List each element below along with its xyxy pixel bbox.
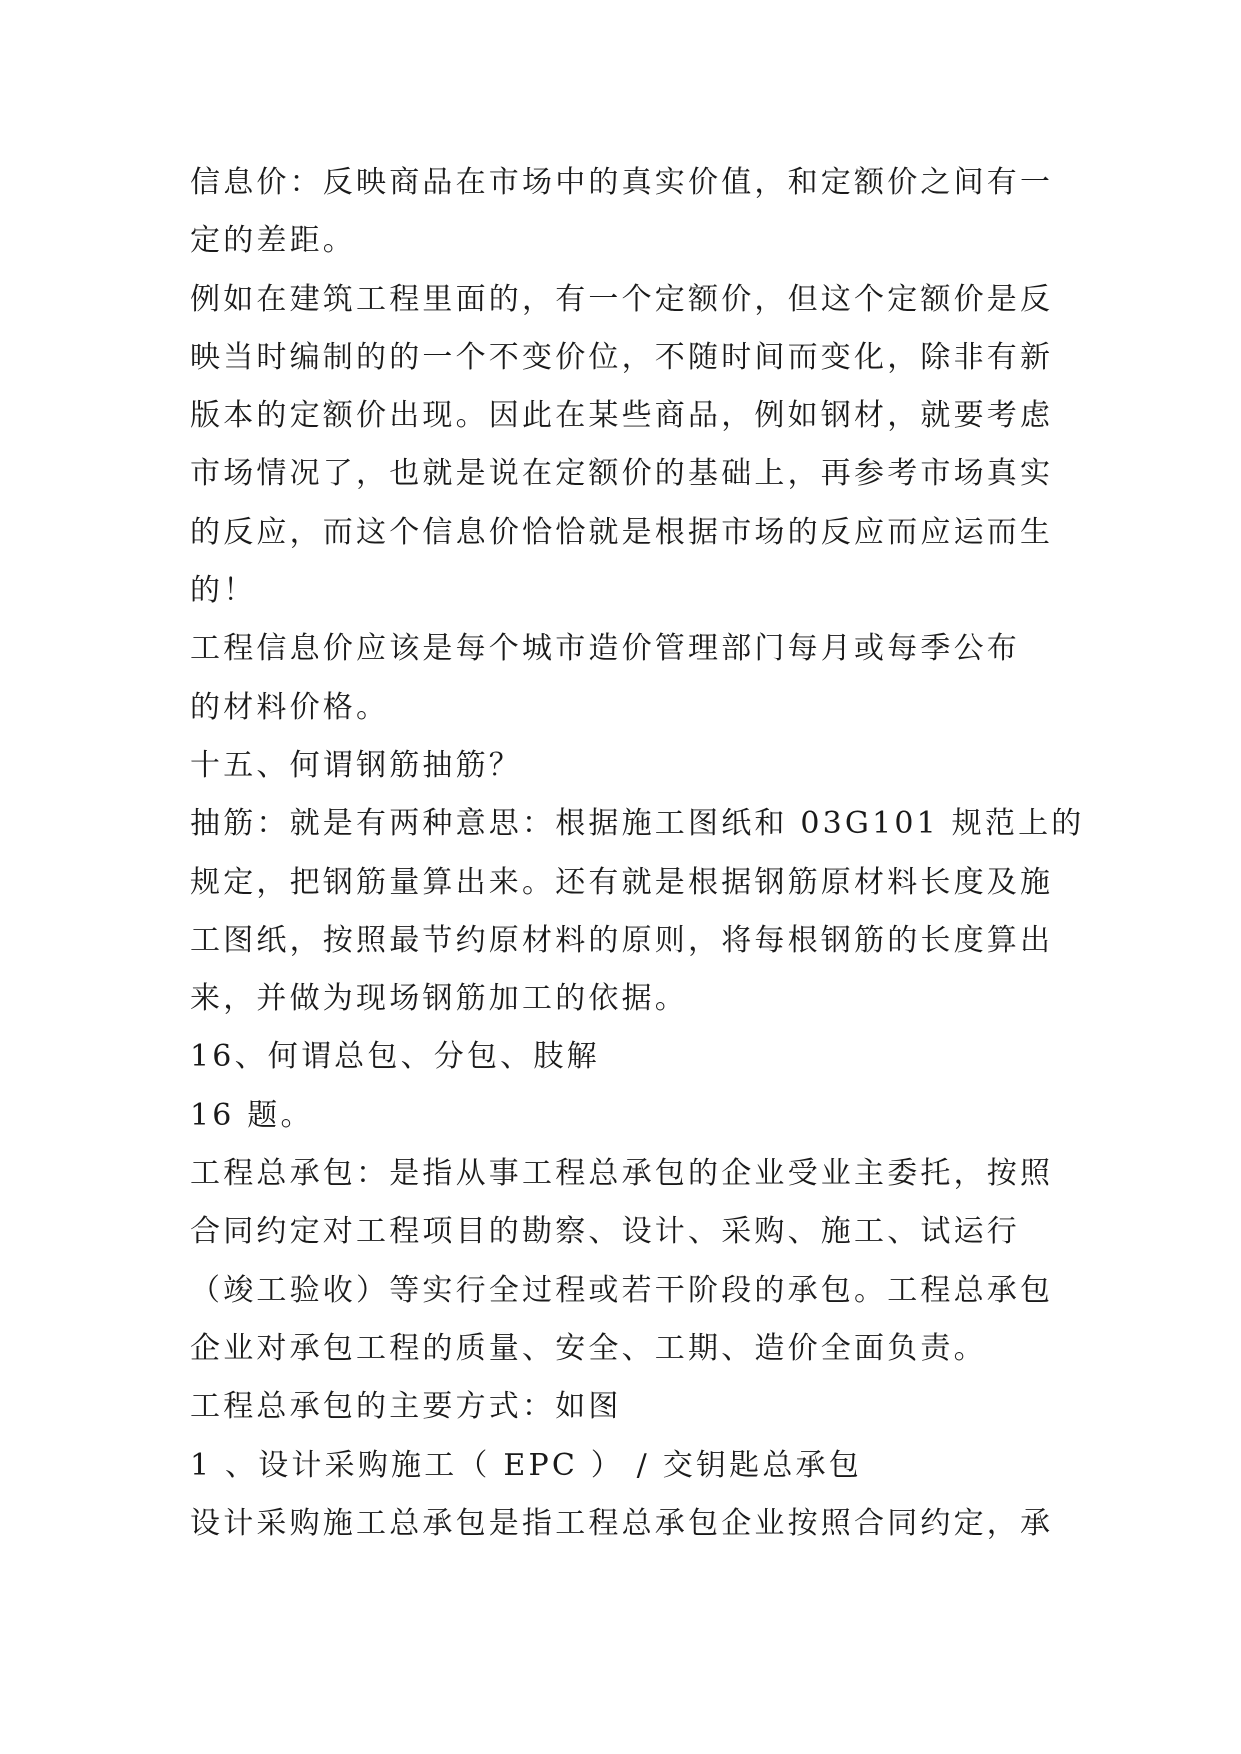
- section-heading: 十五、何谓钢筋抽筋？: [190, 747, 522, 783]
- section-heading: 1 、设计采购施工（ EPC ） / 交钥匙总承包: [190, 1447, 862, 1483]
- text-line: 的反应，而这个信息价恰恰就是根据市场的反应而应运而生: [190, 514, 1054, 550]
- text-line: 来，并做为现场钢筋加工的依据。: [190, 981, 688, 1017]
- text-line: 定的差距。: [190, 223, 356, 259]
- text-line: 映当时编制的的一个不变价位，不随时间而变化，除非有新: [190, 339, 1054, 375]
- text-line: 版本的定额价出现。因此在某些商品，例如钢材，就要考虑: [190, 398, 1054, 434]
- text-line: 信息价：反映商品在市场中的真实价值，和定额价之间有一: [190, 165, 1054, 200]
- text-line: 市场情况了，也就是说在定额价的基础上，再参考市场真实: [190, 456, 1054, 492]
- text-line: 的！: [190, 573, 257, 609]
- document-body: [190, 154, 1085, 1553]
- text-line: 设计采购施工总承包是指工程总承包企业按照合同约定，承: [190, 1505, 1054, 1541]
- text-line: 工程总承包的主要方式：如图: [190, 1389, 622, 1425]
- text-line: 的材料价格。: [190, 689, 390, 725]
- text-line: 合同约定对工程项目的勘察、设计、采购、施工、试运行: [190, 1214, 1020, 1250]
- text-line: 抽筋：就是有两种意思：根据施工图纸和 03G101 规范上的: [190, 806, 1085, 842]
- text-line: 例如在建筑工程里面的，有一个定额价，但这个定额价是反: [190, 281, 1054, 317]
- text-line: 工程总承包：是指从事工程总承包的企业受业主委托，按照: [190, 1156, 1054, 1192]
- text-line: （竣工验收）等实行全过程或若干阶段的承包。工程总承包: [190, 1272, 1054, 1308]
- text-line: 规定，把钢筋量算出来。还有就是根据钢筋原材料长度及施: [190, 864, 1054, 900]
- text-line: 工程信息价应该是每个城市造价管理部门每月或每季公布: [190, 631, 1020, 667]
- text-line: 企业对承包工程的质量、安全、工期、造价全面负责。: [190, 1330, 987, 1366]
- section-heading: 16、何谓总包、分包、肢解: [190, 1039, 600, 1075]
- text-line: 16 题。: [190, 1097, 314, 1133]
- text-line: 工图纸，按照最节约原材料的原则，将每根钢筋的长度算出: [190, 922, 1054, 958]
